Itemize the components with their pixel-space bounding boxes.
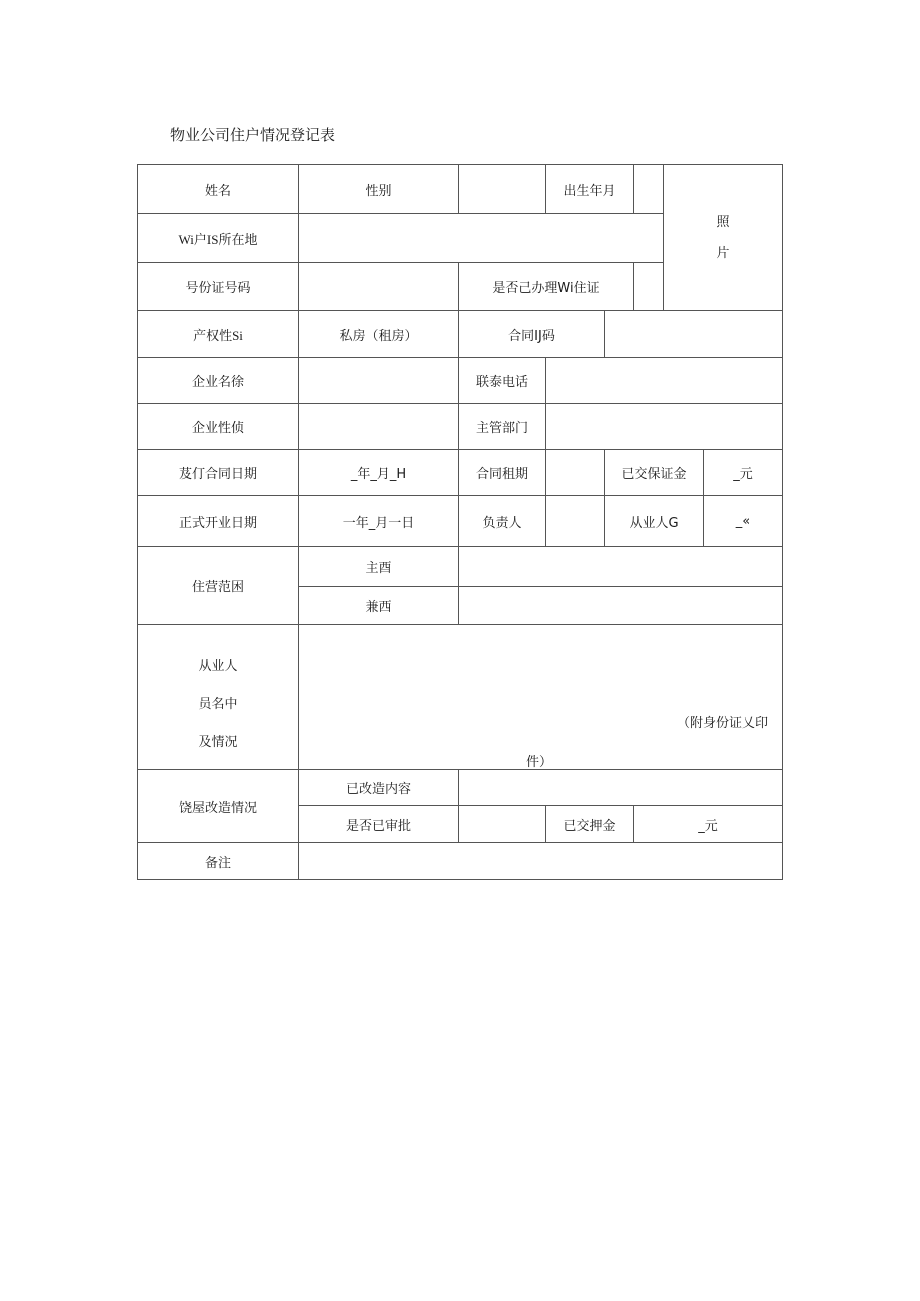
residence-permit-field[interactable] — [634, 263, 664, 311]
business-scope-label: 住营范困 — [138, 547, 299, 625]
deposit-label: 已交保证金 — [605, 450, 704, 496]
manager-label: 负责人 — [459, 496, 546, 547]
employee-label-line1: 从业人 — [198, 658, 238, 674]
birth-field[interactable] — [634, 165, 664, 214]
lease-term-label: 合同租期 — [459, 450, 546, 496]
employee-label-line2: 员名中 — [198, 696, 238, 712]
property-type-value: 私房（租房） — [299, 311, 459, 358]
side-business-field[interactable] — [459, 587, 783, 625]
form-title: 物业公司住户情况登记表 — [170, 126, 336, 144]
open-date-label: 正式开业日期 — [138, 496, 299, 547]
remark-field[interactable] — [299, 843, 783, 880]
employee-info-field[interactable] — [299, 625, 783, 770]
renovation-content-field[interactable] — [459, 770, 783, 806]
id-number-label: 号份证号码 — [138, 263, 299, 311]
employee-label-line3: 及情况 — [198, 734, 238, 750]
employee-info-label — [138, 625, 299, 770]
sign-date-label: 芨仃合同日期 — [138, 450, 299, 496]
photo-label-2: 片 — [716, 245, 730, 261]
sign-date-value[interactable]: _年_月_H — [299, 450, 459, 496]
open-date-value[interactable]: 一年_月一日 — [299, 496, 459, 547]
renovation-content-label: 已改造内容 — [299, 770, 459, 806]
deposit2-value[interactable]: _元 — [634, 806, 783, 843]
property-type-label: 产权性Si — [138, 311, 299, 358]
deposit-value[interactable]: _元 — [704, 450, 783, 496]
company-type-label: 企业性侦 — [138, 404, 299, 450]
phone-label: 联泰电话 — [459, 358, 546, 404]
contract-number-label: 合同IJ码 — [459, 311, 605, 358]
deposit2-label: 已交押金 — [546, 806, 634, 843]
origin-field[interactable] — [299, 214, 664, 263]
origin-label: Wi户IS所在地 — [138, 214, 299, 263]
residence-permit-label: 是否己办理Wi住证 — [459, 263, 634, 311]
side-business-label: 兼西 — [299, 587, 459, 625]
company-name-label: 企业名徐 — [138, 358, 299, 404]
company-name-field[interactable] — [299, 358, 459, 404]
id-copy-note-2: 件） — [526, 754, 553, 770]
approved-field[interactable] — [459, 806, 546, 843]
renovation-label: 饶屋改造情况 — [138, 770, 299, 843]
id-copy-note-1: （附身份证乂印 — [677, 715, 769, 731]
gender-label: 性别 — [299, 165, 459, 214]
approved-label: 是否已审批 — [299, 806, 459, 843]
birth-label: 出生年月 — [546, 165, 634, 214]
remark-label: 备注 — [138, 843, 299, 880]
company-type-field[interactable] — [299, 404, 459, 450]
main-business-label: 主酉 — [299, 547, 459, 587]
id-number-field[interactable] — [299, 263, 459, 311]
registration-table — [137, 164, 783, 880]
department-label: 主管部门 — [459, 404, 546, 450]
photo-box[interactable] — [664, 165, 783, 311]
photo-label-1: 照 — [716, 214, 730, 230]
name-label: 姓名 — [138, 165, 299, 214]
gender-field[interactable] — [459, 165, 546, 214]
lease-term-field[interactable] — [546, 450, 605, 496]
staff-count-value[interactable]: _« — [704, 496, 783, 547]
contract-number-field[interactable] — [605, 311, 783, 358]
department-field[interactable] — [546, 404, 783, 450]
main-business-field[interactable] — [459, 547, 783, 587]
manager-field[interactable] — [546, 496, 605, 547]
staff-count-label: 从业人G — [605, 496, 704, 547]
phone-field[interactable] — [546, 358, 783, 404]
